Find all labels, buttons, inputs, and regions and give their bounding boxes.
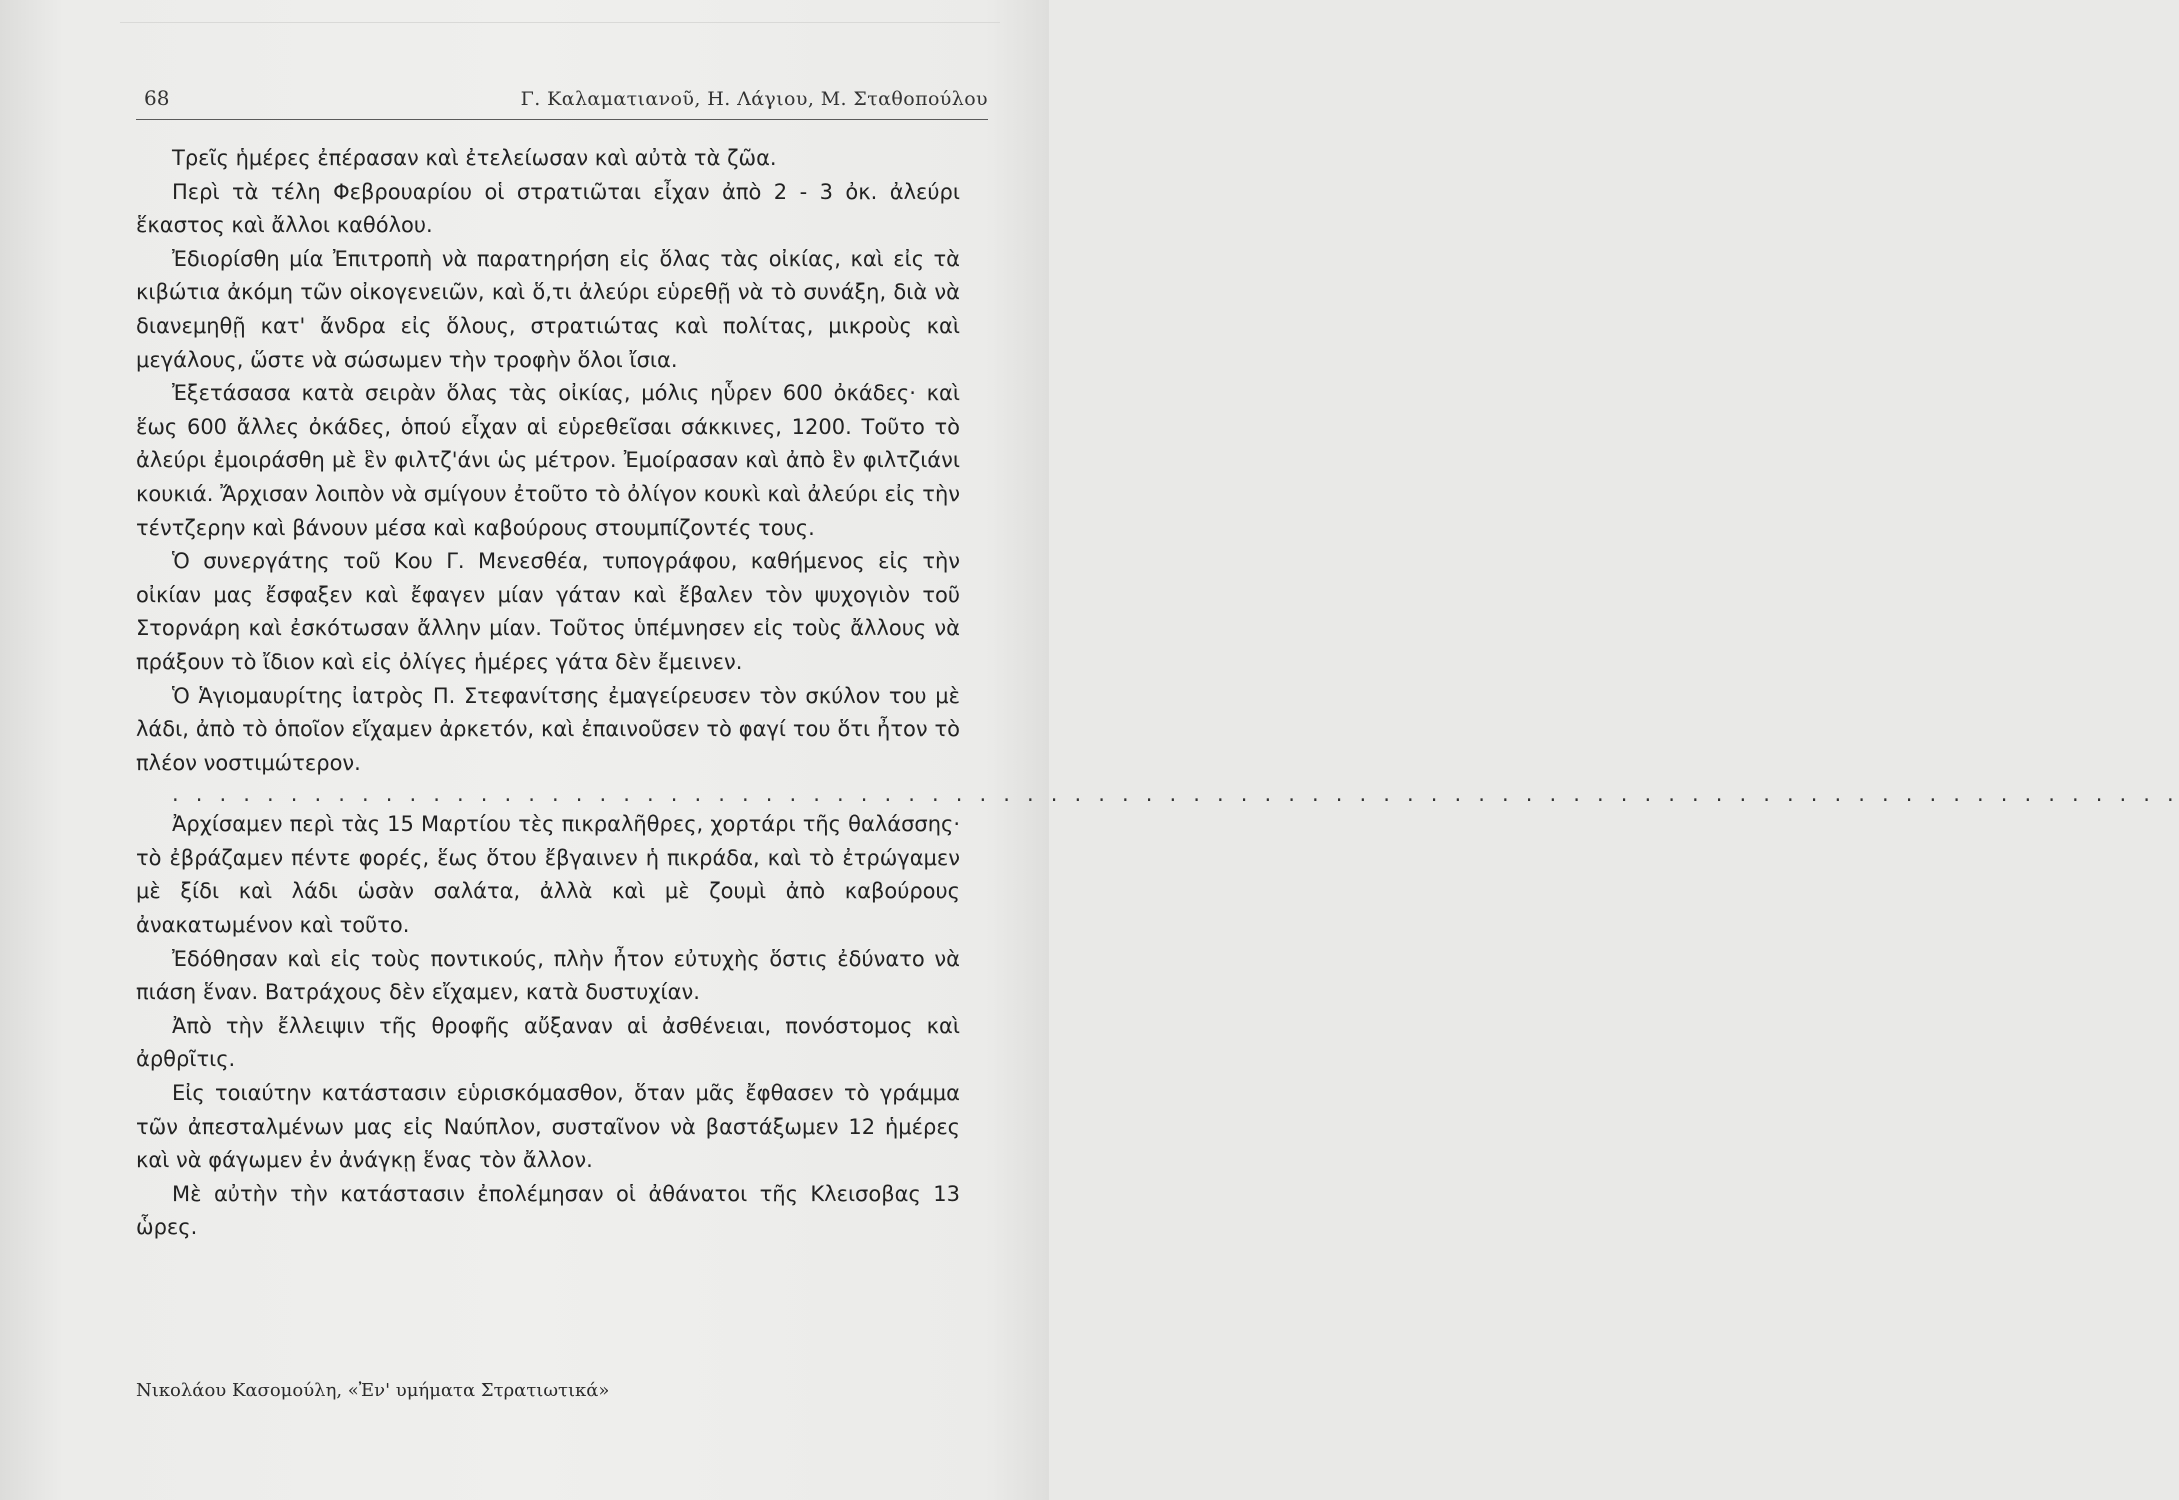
header-rule	[136, 119, 988, 120]
page-number: 68	[144, 86, 170, 110]
paragraph: Εἰς τοιαύτην κατάστασιν εὑρισκόμασθον, ὅταν μᾶς ἔφθασεν τὸ γράμμα τῶν ἀπεσταλμένων μας εἰς Ναύπλον, συσταῖνον νὰ βαστάξωμεν 12 ἡμέρες καὶ νὰ φάγωμεν ἐν ἀνάγκῃ ἕνας τὸν ἄλλον.	[136, 1081, 960, 1173]
paragraph: Περὶ τὰ τέλη Φεβρουαρίου οἱ στρατιῶται εἶχαν ἀπὸ 2 - 3 ὀκ. ἀλεύρι ἕκαστος καὶ ἄλλοι καθόλου.	[136, 179, 960, 238]
paragraph: Μὲ αὐτὴν τὴν κατάστασιν ἐπολέμησαν οἱ ἀθάνατοι τῆς Κλεισοβας 13 ὧρες.	[136, 1181, 960, 1240]
paragraph: Ἐδόθησαν καὶ εἰς τοὺς ποντικούς, πλὴν ἦτον εὐτυχὴς ὅστις ἐδύνατο νὰ πιάση ἕναν. Βατράχους δὲν εἴχαμεν, κατὰ δυστυχίαν.	[136, 946, 960, 1005]
paragraph: Ἐξετάσασα κατὰ σειρὰν ὅλας τὰς οἰκίας, μόλις ηὗρεν 600 ὀκάδες· καὶ ἕως 600 ἄλλες ὀκάδες, ὁπού εἶχαν αἱ εὑρεθεῖσαι σάκκινες, 1200. Τοῦτο τὸ ἀλεύρι ἐμοιράσθη μὲ ἓν φιλτζ'άνι ὡς μέτρον. Ἐμοίρασαν καὶ ἀπὸ ἓν φιλτζιάνι κουκιά. Ἄρχισαν λοιπὸν νὰ σμίγουν ἐτοῦτο τὸ ὀλίγον κουκὶ καὶ ἀλεύρι εἰς τὴν τέντζερην καὶ βάνουν μέσα καὶ καβούρους στουμπίζοντές τους.	[136, 381, 960, 540]
bleed-through-line	[120, 22, 1000, 23]
source-citation: Νικολάου Κασομούλη, «Ἐν' υμήματα Στρατιωτικά»	[136, 1380, 610, 1401]
body-text	[136, 142, 2179, 1245]
paragraph: Ἐδιορίσθη μία Ἐπιτροπὴ νὰ παρατηρήση εἰς ὅλας τὰς οἰκίας, καὶ εἰς τὰ κιβώτια ἀκόμη τῶν οἰκογενειῶν, καὶ ὅ,τι ἀλεύρι εὑρεθῇ νὰ τὸ συνάξη, διὰ νὰ διανεμηθῇ κατ' ἄνδρα εἰς ὅλους, στρατιώτας καὶ πολίτας, μικροὺς καὶ μεγάλους, ὥστε νὰ σώσωμεν τὴν τροφὴν ὅλοι ἴσια.	[136, 246, 960, 372]
paragraph: Τρεῖς ἡμέρες ἐπέρασαν καὶ ἐτελείωσαν καὶ αὐτὰ τὰ ζῶα.	[172, 146, 777, 170]
omission-dots: . . . . . . . . . . . . . . . . . . . . . . . . . . . . . . . . . . . . . . . . . . . . . . . . . . . . . . . . . . . . . . . . . . . . . . . . . . . . . . . . . . . . .	[172, 782, 2179, 807]
page-header	[136, 86, 988, 116]
paragraph: Ὁ συνεργάτης τοῦ Κου Γ. Μενεσθέα, τυπογράφου, καθήμενος εἰς τὴν οἰκίαν μας ἔσφαξεν καὶ ἔφαγεν μίαν γάταν καὶ ἔβαλεν τὸν ψυχογιὸν τοῦ Στορνάρη καὶ ἐσκότωσαν ἄλλην μίαν. Τοῦτος ὑπέμνησεν εἰς τοὺς ἄλλους νὰ πράξουν τὸ ἴδιον καὶ εἰς ὀλίγες ἡμέρες γάτα δὲν ἔμεινεν.	[136, 549, 960, 674]
paragraph: Ἀρχίσαμεν περὶ τὰς 15 Μαρτίου τὲς πικραλῆθρες, χορτάρι τῆς θαλάσσης· τὸ ἐβράζαμεν πέντε φορές, ἕως ὅτου ἔβγαινεν ἡ πικράδα, καὶ τὸ ἐτρώγαμεν μὲ ξίδι καὶ λάδι ὡσὰν σαλάτα, ἀλλὰ καὶ μὲ ζουμὶ ἀπὸ καβούρους ἀνακατωμένον καὶ τοῦτο.	[136, 812, 960, 938]
running-title: Γ. Καλαματιανοῦ, Η. Λάγιου, Μ. Σταθοπούλου	[520, 88, 988, 110]
paragraph: Ὁ Ἁγιομαυρίτης ἰατρὸς Π. Στεφανίτσης ἐμαγείρευσεν τὸν σκύλον του μὲ λάδι, ἀπὸ τὸ ὁποῖον εἴχαμεν ἀρκετόν, καὶ ἐπαινοῦσεν τὸ φαγί του ὅτι ἦτον τὸ πλέον νοστιμώτερον.	[136, 683, 960, 775]
paragraph: Ἀπὸ τὴν ἔλλειψιν τῆς θροφῆς αὔξαναν αἱ ἀσθένειαι, πονόστομος καὶ ἀρθρῖτις.	[136, 1013, 960, 1072]
